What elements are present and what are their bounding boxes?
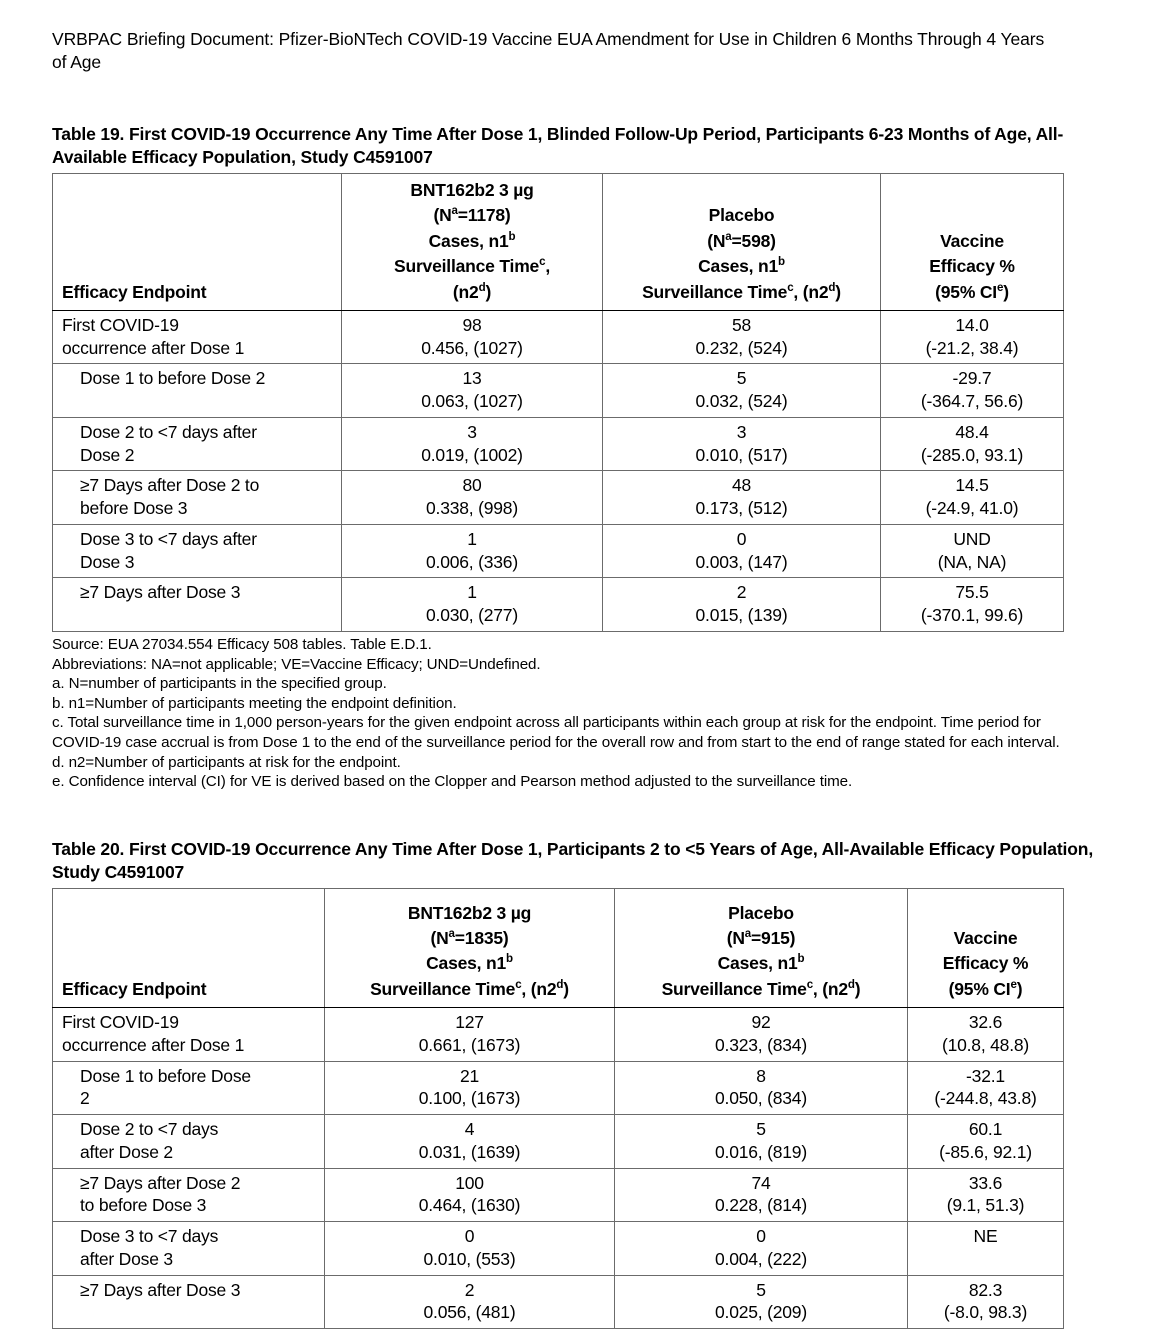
- table-20-caption: Table 20. First COVID-19 Occurrence Any Time After Dose 1, Participants 2 to <5 Years of Age, All-Available Efficacy Population, Study C4591007: [52, 838, 1094, 882]
- efficacy-value-text: 60.1 (-85.6, 92.1): [939, 1119, 1032, 1162]
- table-19: [52, 173, 1064, 632]
- row-vaccine-value: [325, 1061, 615, 1115]
- endpoint-label-text: ≥7 Days after Dose 3: [80, 1279, 241, 1300]
- row-endpoint-label: [53, 310, 342, 364]
- efficacy-value-text: -32.1 (-244.8, 43.8): [934, 1065, 1037, 1109]
- row-vaccine-value: [325, 1222, 615, 1276]
- superscript-b: b: [797, 953, 805, 966]
- row-placebo-value: [615, 1275, 908, 1329]
- vaccine-value-text: 21 0.100, (1673): [418, 1065, 521, 1109]
- vaccine-value-text: 2 0.056, (481): [423, 1279, 516, 1323]
- table-19-footnotes: [52, 635, 1067, 792]
- row-vaccine-value: [325, 1275, 615, 1329]
- endpoint-label-text: First COVID-19 occurrence after Dose 1: [62, 314, 245, 358]
- superscript-c: c: [515, 978, 522, 991]
- row-endpoint-label: [53, 1115, 325, 1169]
- superscript-a: a: [451, 205, 458, 218]
- table-row: [53, 417, 1064, 471]
- row-efficacy-value: [908, 1115, 1064, 1169]
- row-placebo-value: [615, 1222, 908, 1276]
- row-efficacy-value: [881, 364, 1064, 418]
- document-running-header: VRBPAC Briefing Document: Pfizer-BioNTech COVID-19 Vaccine EUA Amendment for Use in Children 6 Months Through 4 Years of Age: [52, 29, 1045, 73]
- footnote: e. Confidence interval (CI) for VE is derived based on the Clopper and Pearson method adjusted to the surveillance time.: [52, 773, 853, 791]
- col-header-placebo-group: Placebo $(N^a=915)$ Cases, n1$^b$ Surveillance Time$^c$, (n2$^d$): [615, 889, 908, 1008]
- row-vaccine-value: [325, 1115, 615, 1169]
- row-placebo-value: [603, 417, 881, 471]
- vaccine-value-text: 98 0.456, (1027): [421, 314, 523, 358]
- endpoint-label-text: Dose 1 to before Dose 2: [80, 1065, 251, 1109]
- placebo-value-text: 0 0.004, (222): [715, 1226, 807, 1269]
- row-endpoint-label: [53, 417, 342, 471]
- row-endpoint-label: [53, 1222, 325, 1276]
- row-vaccine-value: [342, 364, 603, 418]
- endpoint-label-text: ≥7 Days after Dose 3: [80, 582, 241, 603]
- col-header-vaccine-efficacy: Vaccine Efficacy % (95% CIe): [881, 174, 1064, 311]
- table-row: [53, 524, 1064, 578]
- row-efficacy-value: [881, 417, 1064, 471]
- row-vaccine-value: [325, 1008, 615, 1062]
- superscript-e: e: [996, 281, 1004, 294]
- placebo-value-text: 2 0.015, (139): [695, 582, 788, 626]
- table-row: [53, 1115, 1064, 1169]
- table-row: [53, 1008, 1064, 1062]
- row-efficacy-value: [881, 310, 1064, 364]
- superscript-d: d: [847, 978, 855, 991]
- col-header-efficacy-endpoint-label: Efficacy Endpoint: [62, 281, 207, 302]
- superscript-b: b: [506, 953, 513, 966]
- footnote: Abbreviations: NA=not applicable; VE=Vaccine Efficacy; UND=Undefined.: [52, 655, 541, 673]
- endpoint-label-text: First COVID-19 occurrence after Dose 1: [62, 1012, 245, 1055]
- superscript-c: c: [787, 281, 794, 294]
- placebo-value-text: 92 0.323, (834): [715, 1012, 807, 1055]
- table-row: [53, 310, 1064, 364]
- table-19-caption: Table 19. First COVID-19 Occurrence Any Time After Dose 1, Blinded Follow-Up Period, Participants 6-23 Months of Age, All-Available Efficacy Population, Study C4591007: [52, 123, 1064, 167]
- row-efficacy-value: [881, 578, 1064, 632]
- vaccine-value-text: 1 0.030, (277): [426, 582, 518, 626]
- superscript-e: e: [1010, 978, 1017, 991]
- superscript-c: c: [806, 978, 813, 991]
- superscript-c: c: [539, 256, 546, 269]
- placebo-value-text: 5 0.016, (819): [715, 1119, 807, 1162]
- vaccine-value-text: 80 0.338, (998): [426, 475, 518, 519]
- endpoint-label-text: Dose 3 to <7 days after Dose 3: [80, 1226, 219, 1269]
- row-placebo-value: [603, 471, 881, 525]
- row-placebo-value: [615, 1168, 908, 1222]
- table-row: [53, 471, 1064, 525]
- efficacy-value-text: 32.6 (10.8, 48.8): [941, 1012, 1030, 1055]
- superscript-a: a: [448, 928, 455, 941]
- row-efficacy-value: [908, 1275, 1064, 1329]
- placebo-value-text: 5 0.025, (209): [715, 1279, 807, 1323]
- row-efficacy-value: [908, 1061, 1064, 1115]
- table-20-header-row: [53, 889, 1064, 1008]
- efficacy-value-text: 82.3 (-8.0, 98.3): [943, 1279, 1028, 1323]
- efficacy-value-text: 14.0 (-21.2, 38.4): [925, 314, 1019, 358]
- row-endpoint-label: [53, 1061, 325, 1115]
- row-endpoint-label: [53, 524, 342, 578]
- superscript-a: a: [725, 230, 732, 243]
- efficacy-value-text: -29.7 (-364.7, 56.6): [920, 368, 1024, 412]
- endpoint-label-text: ≥7 Days after Dose 2 to before Dose 3: [80, 475, 260, 519]
- row-vaccine-value: [342, 471, 603, 525]
- row-placebo-value: [615, 1115, 908, 1169]
- efficacy-value-text: 33.6 (9.1, 51.3): [946, 1172, 1025, 1216]
- efficacy-value-text: 48.4 (-285.0, 93.1): [920, 421, 1024, 465]
- vaccine-value-text: 127 0.661, (1673): [418, 1012, 521, 1055]
- col-header-efficacy-endpoint-label: Efficacy Endpoint: [62, 978, 207, 999]
- efficacy-value-text: 14.5 (-24.9, 41.0): [925, 475, 1019, 519]
- endpoint-label-text: Dose 3 to <7 days after Dose 3: [80, 528, 257, 572]
- row-endpoint-label: [53, 1168, 325, 1222]
- row-endpoint-label: [53, 1275, 325, 1329]
- endpoint-label-text: Dose 1 to before Dose 2: [80, 368, 266, 389]
- col-header-efficacy-endpoint: [53, 174, 342, 311]
- row-vaccine-value: [342, 524, 603, 578]
- footnote: c. Total surveillance time in 1,000 person-years for the given endpoint across all participants within each group at risk for the endpoint. Time period for COVID-19 case accrual is from Dose 1 to the end of the surveillance period for the overall row and from start to the end of range stated for each interval.: [52, 714, 1060, 751]
- row-vaccine-value: [342, 417, 603, 471]
- row-endpoint-label: [53, 1008, 325, 1062]
- placebo-value-text: 0 0.003, (147): [695, 528, 788, 572]
- endpoint-label-text: Dose 2 to <7 days after Dose 2: [80, 421, 257, 465]
- row-endpoint-label: [53, 364, 342, 418]
- table-row: [53, 364, 1064, 418]
- vaccine-value-text: 4 0.031, (1639): [418, 1119, 521, 1162]
- placebo-value-text: 74 0.228, (814): [715, 1172, 807, 1216]
- row-placebo-value: [615, 1008, 908, 1062]
- superscript-b: b: [508, 230, 516, 243]
- col-header-placebo-group: Placebo $(N^a=598)$ Cases, n1$^b$ Surveillance Time$^c$, (n2$^d$): [603, 174, 881, 311]
- vaccine-value-text: 13 0.063, (1027): [421, 368, 523, 412]
- row-placebo-value: [603, 364, 881, 418]
- footnote: d. n2=Number of participants at risk for the endpoint.: [52, 753, 401, 771]
- endpoint-label-text: ≥7 Days after Dose 2 to before Dose 3: [80, 1172, 241, 1216]
- table-row: [53, 578, 1064, 632]
- table-row: [53, 1222, 1064, 1276]
- superscript-a: a: [744, 928, 752, 941]
- col-header-vaccine-efficacy: Vaccine Efficacy % (95% CIe): [908, 889, 1064, 1008]
- table-row: [53, 1168, 1064, 1222]
- col-header-vaccine-group: BNT162b2 3 µg $(N^a=1178)$ Cases, n1$^b$ Surveillance Time$^c$, (n2$^d$): [342, 174, 603, 311]
- placebo-value-text: 8 0.050, (834): [715, 1065, 807, 1109]
- placebo-value-text: 3 0.010, (517): [695, 421, 788, 465]
- endpoint-label-text: Dose 2 to <7 days after Dose 2: [80, 1119, 219, 1162]
- row-placebo-value: [603, 524, 881, 578]
- row-efficacy-value: [908, 1008, 1064, 1062]
- row-endpoint-label: [53, 578, 342, 632]
- footnote: Source: EUA 27034.554 Efficacy 508 tables. Table E.D.1.: [52, 635, 432, 653]
- superscript-b: b: [778, 256, 785, 269]
- row-placebo-value: [615, 1061, 908, 1115]
- superscript-d: d: [478, 281, 486, 294]
- footnote: b. n1=Number of participants meeting the endpoint definition.: [52, 694, 457, 712]
- footnote: a. N=number of participants in the specified group.: [52, 675, 387, 693]
- col-header-vaccine-group: BNT162b2 3 µg $(N^a=1835)$ Cases, n1$^b$ Surveillance Time$^c$, (n2$^d$): [325, 889, 615, 1008]
- efficacy-value-text: NE: [973, 1226, 998, 1246]
- row-vaccine-value: [325, 1168, 615, 1222]
- placebo-value-text: 48 0.173, (512): [695, 475, 788, 519]
- row-vaccine-value: [342, 578, 603, 632]
- row-efficacy-value: [908, 1168, 1064, 1222]
- table-row: [53, 1275, 1064, 1329]
- table-19-header-row: [53, 174, 1064, 311]
- row-endpoint-label: [53, 471, 342, 525]
- row-placebo-value: [603, 310, 881, 364]
- row-efficacy-value: [908, 1222, 1064, 1276]
- placebo-value-text: 5 0.032, (524): [695, 368, 788, 412]
- superscript-d: d: [828, 281, 836, 294]
- vaccine-value-text: 0 0.010, (553): [423, 1226, 516, 1269]
- vaccine-value-text: 100 0.464, (1630): [418, 1172, 521, 1216]
- vaccine-value-text: 3 0.019, (1002): [421, 421, 523, 465]
- efficacy-value-text: UND (NA, NA): [937, 528, 1007, 572]
- table-20: [52, 888, 1064, 1329]
- col-header-efficacy-endpoint: [53, 889, 325, 1008]
- row-placebo-value: [603, 578, 881, 632]
- vaccine-value-text: 1 0.006, (336): [426, 528, 518, 572]
- row-vaccine-value: [342, 310, 603, 364]
- placebo-value-text: 58 0.232, (524): [695, 314, 788, 358]
- superscript-d: d: [556, 978, 564, 991]
- row-efficacy-value: [881, 471, 1064, 525]
- efficacy-value-text: 75.5 (-370.1, 99.6): [920, 582, 1024, 626]
- row-efficacy-value: [881, 524, 1064, 578]
- table-row: [53, 1061, 1064, 1115]
